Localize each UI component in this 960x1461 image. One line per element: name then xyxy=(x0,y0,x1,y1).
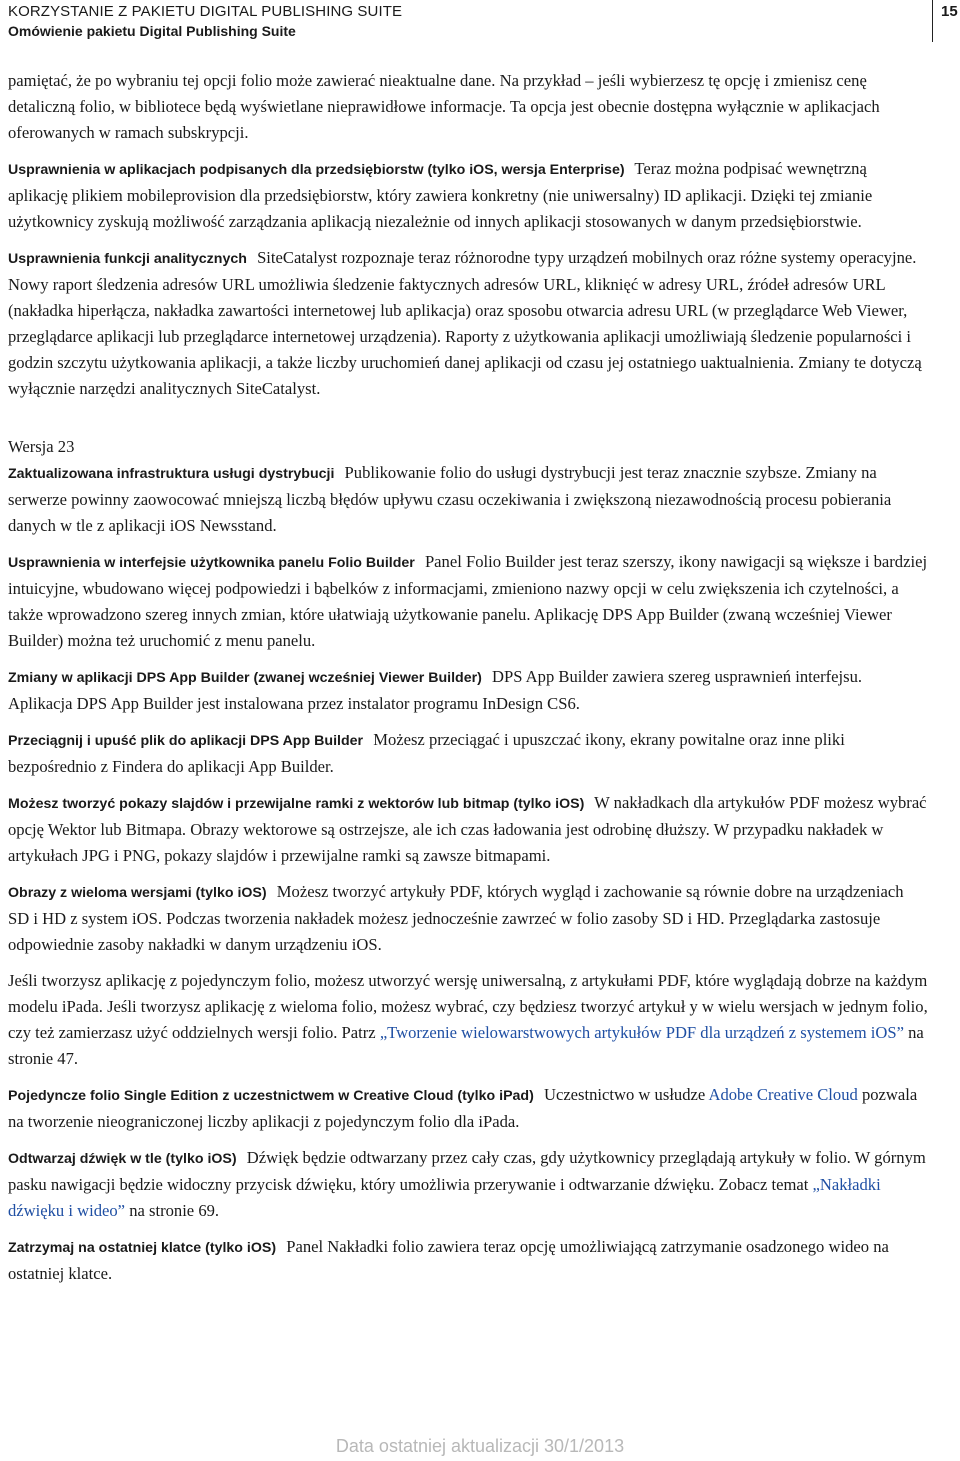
paragraph-single-folio xyxy=(8,968,928,1072)
paragraph-text: Publikowanie folio do usługi dystrybucji jest teraz znacznie szybsze. Zmiany na serwerze powinny zaowocować mniejszą liczbą błędów upływu czasu oczekiwania i zwiększoną niezawodnością procesu pobierania danych w tle z aplikacji iOS Newsstand. xyxy=(8,463,892,535)
paragraph-text: na stronie 69. xyxy=(125,1201,220,1220)
paragraph-drag-drop xyxy=(8,727,928,780)
paragraph-heading: Przeciągnij i upuść plik do aplikacji DPS App Builder xyxy=(8,733,364,749)
paragraph-text: Teraz można podpisać wewnętrzną aplikację plikiem mobileprovision dla przedsiębiorstw, który zawiera konkretny (nie uniwersalny) ID aplikacji. Dzięki tej zmianie użytkownicy zyskują możliwość zarządzania aplikacją niezależnie od innych aplikacji stosowanych w danym przedsiębiorstwie. xyxy=(8,159,873,231)
paragraph-analytics xyxy=(8,245,928,402)
paragraph-enterprise xyxy=(8,156,928,235)
paragraph-distribution xyxy=(8,460,928,539)
paragraph-text: Uczestnictwo w usłudze xyxy=(543,1085,709,1104)
paragraph-heading: Pojedyncze folio Single Edition z uczestnictwem w Creative Cloud (tylko iPad) xyxy=(8,1088,534,1104)
paragraph-creative-cloud xyxy=(8,1082,928,1135)
link-multilayer-pdf[interactable]: „Tworzenie wielowarstwowych artykułów PDF dla urządzeń z systemem iOS” xyxy=(379,1023,904,1042)
link-audio-video-overlays[interactable]: „Nakładki dźwięku i wideo” xyxy=(8,1175,881,1220)
paragraph-text: Panel Folio Builder jest teraz szerszy, ikony nawigacji są większe i bardziej intuicyjne, wbudowano więcej podpowiedzi i bąbelków z informacjami, zmieniono nazwy opcji w celu zwiększenia ich czytelności, a także wprowadzono szereg innych zmian, które ułatwiają użytkowanie panelu. Aplikację DPS App Builder (zwaną wcześniej Viewer Builder) można też uruchomić z menu panelu. xyxy=(8,552,928,650)
paragraph-text: pozwala na tworzenie nieograniczonej liczby aplikacji z pojedynczym folio dla iPada. xyxy=(8,1085,918,1131)
paragraph-folio-builder xyxy=(8,549,928,654)
header-subtitle: Omówienie pakietu Digital Publishing Suite xyxy=(8,23,296,39)
paragraph-heading: Zaktualizowana infrastruktura usługi dystrybucji xyxy=(8,466,335,482)
paragraph-heading: Obrazy z wieloma wersjami (tylko iOS) xyxy=(8,885,267,901)
paragraph-text: SiteCatalyst rozpoznaje teraz różnorodne typy urządzeń mobilnych oraz różne systemy operacyjne. Nowy raport śledzenia adresów URL umożliwia śledzenie faktycznych adresów URL, kliknięć w adresy URL, źródeł adresów URL (nakładka hiperłącza, nakładka zawartości internetowej lub aplikacja) oraz sposobu otwarcia adresu URL (w przeglądarce Web Viewer, przeglądarce aplikacji lub przeglądarce internetowej urządzenia). Raporty z użytkowania aplikacji umożliwiają śledzenie popularności i godzin szczytu użytkowania aplikacji, a także liczby uruchomień danej aplikacji od czasu jej ostatniego uaktualnienia. Zmiany te dotyczą wyłącznie narzędzi analitycznych SiteCatalyst. xyxy=(8,248,922,398)
section-title: Wersja 23 xyxy=(8,437,75,456)
link-adobe-creative-cloud[interactable]: Adobe Creative Cloud xyxy=(708,1085,858,1104)
header-title: KORZYSTANIE Z PAKIETU DIGITAL PUBLISHING SUITE xyxy=(8,3,403,20)
paragraph-heading: Usprawnienia w interfejsie użytkownika panelu Folio Builder xyxy=(8,555,415,571)
footer-last-updated: Data ostatniej aktualizacji 30/1/2013 xyxy=(335,1436,625,1456)
paragraph-heading: Usprawnienia funkcji analitycznych xyxy=(8,251,247,267)
paragraph-last-frame xyxy=(8,1234,928,1287)
paragraph-multi-version xyxy=(8,879,928,958)
paragraph-text: Jeśli tworzysz aplikację z pojedynczym folio, możesz utworzyć wersję uniwersalną, z artykułami PDF, które wyglądają dobrze na każdym modelu iPada. Jeśli tworzysz aplikację z wieloma folio, możesz wybrać, czy będziesz tworzyć artykuł y w wielu wersjach w jednym folio, czy też zamierzasz użyć oddzielnych wersji folio. Patrz xyxy=(8,971,928,1042)
paragraph-app-builder xyxy=(8,664,928,717)
page-header xyxy=(8,0,908,39)
paragraph-heading: Możesz tworzyć pokazy slajdów i przewijalne ramki z wektorów lub bitmap (tylko iOS) xyxy=(8,796,585,812)
paragraph-background-audio xyxy=(8,1145,928,1224)
paragraph-heading: Zatrzymaj na ostatniej klatce (tylko iOS) xyxy=(8,1240,277,1256)
paragraph-text: Możesz przeciągać i upuszczać ikony, ekrany powitalne oraz inne pliki bezpośrednio z Findera do aplikacji App Builder. xyxy=(8,730,845,776)
paragraph-text: na stronie 47. xyxy=(8,1023,924,1068)
paragraph-heading: Usprawnienia w aplikacjach podpisanych dla przedsiębiorstw (tylko iOS, wersja Enterprise) xyxy=(8,162,625,178)
intro-paragraph: pamiętać, że po wybraniu tej opcji folio może zawierać nieaktualne dane. Na przykład – jeśli wybierzesz tę opcję i zmienisz cenę detaliczną folio, w bibliotece będą wyświetlane nieprawidłowe informacje. Ta opcja jest obecnie dostępna wyłącznie w aplikacjach oferowanych w ramach subskrypcji. xyxy=(8,71,880,142)
paragraph-heading: Zmiany w aplikacji DPS App Builder (zwanej wcześniej Viewer Builder) xyxy=(8,670,482,686)
paragraph-text: Panel Nakładki folio zawiera teraz opcję umożliwiającą zatrzymanie osadzonego wideo na ostatniej klatce. xyxy=(8,1237,889,1283)
paragraph-text: DPS App Builder zawiera szereg usprawnień interfejsu. Aplikacja DPS App Builder jest instalowana przez instalator programu InDesign CS6. xyxy=(8,667,863,713)
paragraph-vector-bitmap xyxy=(8,790,928,869)
paragraph-heading: Odtwarzaj dźwięk w tle (tylko iOS) xyxy=(8,1151,237,1167)
paragraph-text: W nakładkach dla artykułów PDF możesz wybrać opcję Wektor lub Bitmapa. Obrazy wektorowe są ostrzejsze, ale ich czas ładowania jest odrobinę dłuższy. W przypadku nakładek w artykułach JPG i PNG, pokazy slajdów i przewijalne ramki są zawsze bitmapami. xyxy=(8,793,927,865)
document-body xyxy=(8,68,928,1297)
page-number: 15 xyxy=(932,0,960,42)
paragraph-text: Dźwięk będzie odtwarzany przez cały czas, gdy użytkownicy przeglądają artykuły w folio. W górnym pasku nawigacji będzie widoczny przycisk dźwięku, który umożliwia przerywanie i odtwarzanie dźwięku. Zobacz temat xyxy=(8,1148,926,1194)
paragraph-text: Możesz tworzyć artykuły PDF, których wygląd i zachowanie są równie dobre na urządzeniach SD i HD z system iOS. Podczas tworzenia nakładek możesz jednocześnie zawrzeć w folio zasoby SD i HD. Przeglądarka zastosuje odpowiednie zasoby nakładki w danym urządzeniu iOS. xyxy=(8,882,904,954)
